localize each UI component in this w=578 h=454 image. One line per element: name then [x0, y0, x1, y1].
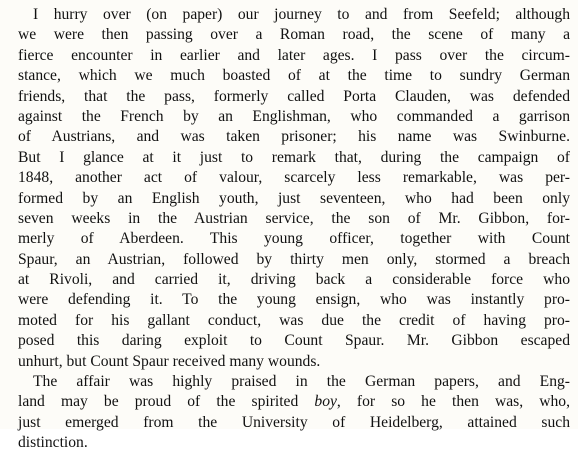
text-line: The affair was highly praised in the German papers, and Eng- [33, 373, 570, 391]
text-line: seven weeks in the Austrian service, the son of Mr. Gibbon, for- [18, 209, 570, 227]
text-line: posed this daring exploit to Count Spaur. Mr. Gibbon escaped [18, 332, 570, 350]
text-line: moted for his gallant conduct, was due the credit of having pro- [18, 311, 570, 329]
text-line: just emerged from the University of Heidelberg, attained such [18, 413, 570, 431]
italic-word: boy [314, 393, 337, 411]
text-line: friends, that the pass, formerly called Porta Clauden, was defended [18, 87, 570, 105]
text-line: land may be proud of the spirited boy, for so he then was, who, [18, 393, 570, 411]
text-line: 1848, another act of valour, scarcely less remarkable, was per- [18, 169, 570, 187]
text-line: But I glance at it just to remark that, during the campaign of [18, 148, 570, 166]
text-line: stance, which we much boasted of at the time to sundry German [18, 67, 570, 85]
text-line: at Rivoli, and carried it, driving back a considerable force who [18, 271, 570, 289]
text-line: against the French by an Englishman, who commanded a garrison [18, 107, 570, 125]
text-line: of Austrians, and was taken prisoner; his name was Swinburne. [18, 128, 570, 146]
text-line: unhurt, but Count Spaur received many wounds. [18, 352, 321, 370]
body-text [18, 5, 570, 454]
text-line: were defending it. To the young ensign, who was instantly pro- [18, 291, 570, 309]
text-line: we were then passing over a Roman road, the scene of many a [18, 26, 570, 44]
text-line: merly of Aberdeen. This young officer, together with Count [18, 230, 570, 248]
text-line: I hurry over (on paper) our journey to and from Seefeld; although [33, 6, 570, 23]
text-line: distinction. [18, 434, 88, 452]
cropped-previous-line [40, 0, 510, 2]
text-line: Spaur, an Austrian, followed by thirty men only, stormed a breach [18, 250, 570, 268]
text-line: fierce encounter in earlier and later ages. I pass over the circum- [18, 46, 570, 64]
text-line: formed by an English youth, just seventeen, who had been only [18, 189, 570, 207]
